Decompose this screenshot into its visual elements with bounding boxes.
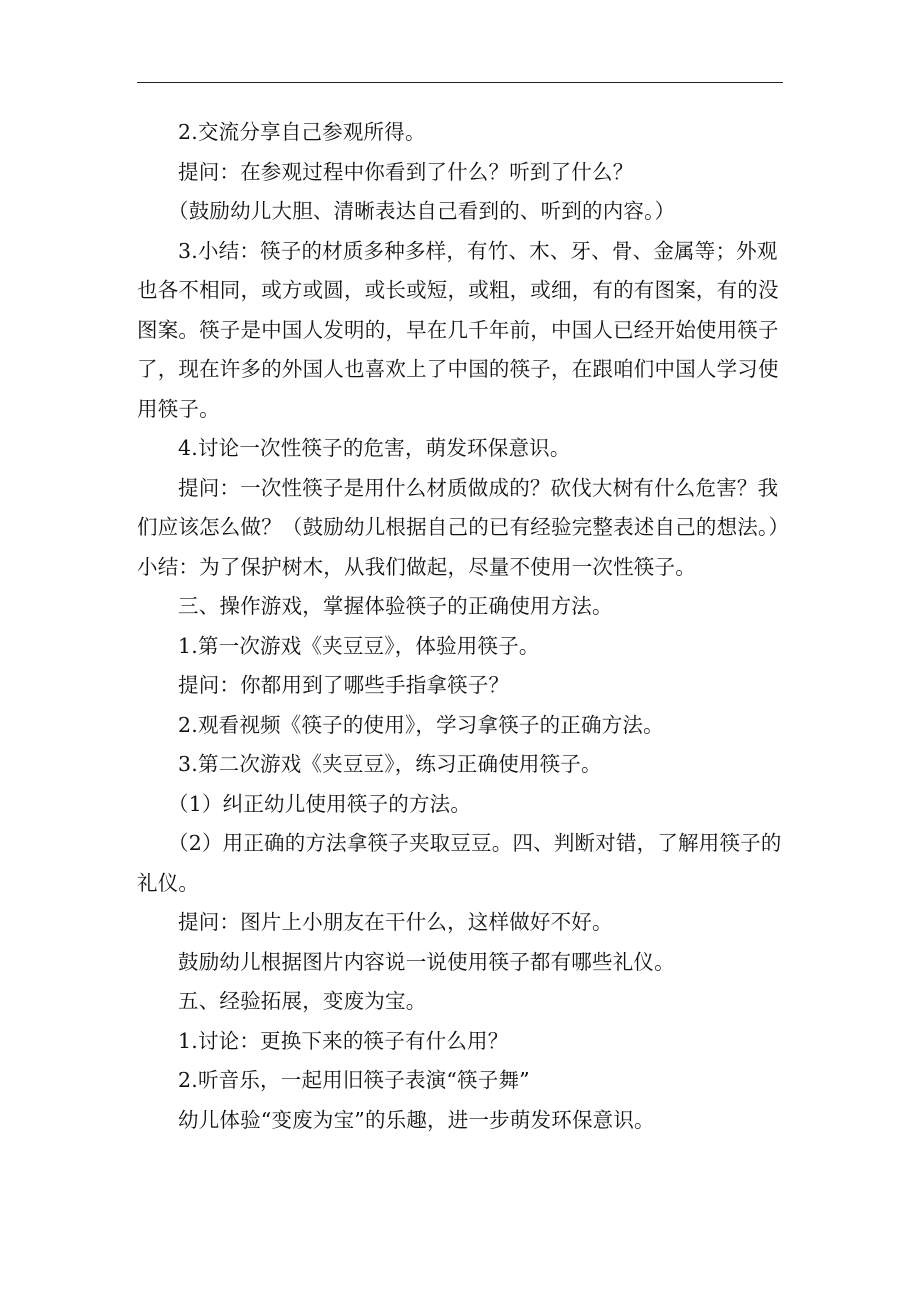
document-body [137, 113, 787, 1140]
paragraph: 提问：图片上小朋友在干什么，这样做好不好。 [178, 910, 613, 934]
paragraph: 提问：你都用到了哪些手指拿筷子？ [178, 673, 510, 697]
paragraph: 2.交流分享自己参观所得。 [178, 120, 426, 144]
paragraph: 3.小结：筷子的材质多种多样，有竹、木、牙、骨、金属等；外观也各不相同，或方或圆，或长或短，或粗，或细，有的有图案，有的没图案。筷子是中国人发明的，早在几千年前，中国人已经开始使用筷子了，现在许多的外国人也喜欢上了中国的筷子，在跟咱们中国人学习使用筷子。 [137, 238, 779, 421]
paragraph: （2）用正确的方法拿筷子夹取豆豆。四、判断对错，了解用筷子的礼仪。 [137, 831, 782, 895]
paragraph: 4.讨论一次性筷子的危害，萌发环保意识。 [178, 436, 571, 460]
paragraph: 提问：在参观过程中你看到了什么？听到了什么？ [178, 159, 634, 184]
section-heading: 三、操作游戏，掌握体验筷子的正确使用方法。 [178, 594, 613, 618]
paragraph: 幼儿体验“变废为宝”的乐趣，进一步萌发环保意识。 [178, 1107, 655, 1132]
paragraph: 2.听音乐，一起用旧筷子表演“筷子舞” [178, 1068, 530, 1092]
paragraph: 提问：一次性筷子是用什么材质做成的？砍伐大树有什么危害？我们应该怎么做？（鼓励幼儿根据自己的已有经验完整表述自己的想法。）小结：为了保护树木，从我们做起，尽量不使用一次性筷子。 [137, 475, 779, 579]
paragraph: 鼓励幼儿根据图片内容说一说使用筷子都有哪些礼仪。 [178, 949, 675, 974]
paragraph: 3.第二次游戏《夹豆豆》，练习正确使用筷子。 [178, 752, 602, 776]
paragraph: （鼓励幼儿大胆、清晰表达自己看到的、听到的内容。） [168, 199, 676, 223]
header-rule [137, 82, 783, 83]
paragraph: （1）纠正幼儿使用筷子的方法。 [168, 791, 472, 816]
paragraph: 1.第一次游戏《夹豆豆》，体验用筷子。 [178, 633, 540, 658]
section-heading: 五、经验拓展，变废为宝。 [178, 989, 427, 1013]
paragraph: 1.讨论：更换下来的筷子有什么用？ [178, 1028, 509, 1053]
paragraph: 2.观看视频《筷子的使用》，学习拿筷子的正确方法。 [178, 712, 664, 737]
